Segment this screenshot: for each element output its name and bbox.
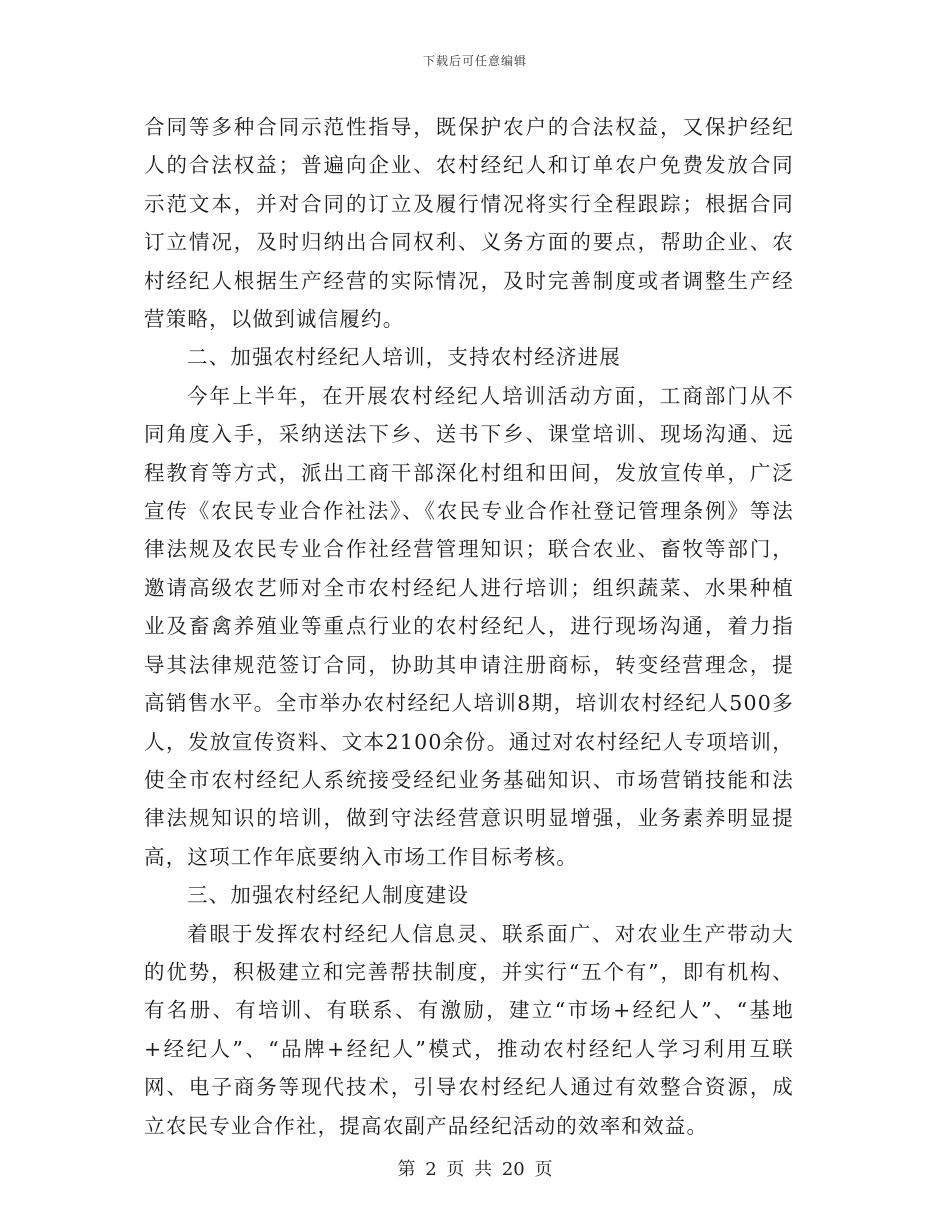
paragraph-system-building: 着眼于发挥农村经纪人信息灵、联系面广、对农业生产带动大的优势，积极建立和完善帮扶制度，并实行“五个有”，即有机构、有名册、有培训、有联系、有激励，建立“市场+经纪人”、“基地+经纪人”、“品牌+经纪人”模式，推动农村经纪人学习利用互联网、电子商务等现代技术，引导农村经纪人通过有效整合资源，成立农民专业合作社，提高农副产品经纪活动的效率和效益。: [144, 921, 794, 1138]
section-heading-training: 二、加强农村经纪人培训，支持农村经济进展: [187, 345, 621, 370]
document-body: [144, 108, 794, 1145]
paragraph-training: 今年上半年，在开展农村经纪人培训活动方面，工商部门从不同角度入手，采纳送法下乡、送书下乡、课堂培训、现场沟通、远程教育等方式，派出工商干部深化村组和田间，发放宣传单，广泛宣传《农民专业合作社法》、《农民专业合作社登记管理条例》等法律法规及农民专业合作社经营管理知识；联合农业、畜牧等部门，邀请高级农艺师对全市农村经纪人进行培训；组织蔬菜、水果种植业及畜禽养殖业等重点行业的农村经纪人，进行现场沟通，着力指导其法律规范签订合同，协助其申请注册商标，转变经营理念，提高销售水平。全市举办农村经纪人培训8期，培训农村经纪人500多人，发放宣传资料、文本2100余份。通过对农村经纪人专项培训，使全市农村经纪人系统接受经纪业务基础知识、市场营销技能和法律法规知识的培训，做到守法经营意识明显增强，业务素养明显提高，这项工作年底要纳入市场工作目标考核。: [144, 383, 794, 869]
paragraph-contract-guidance: 合同等多种合同示范性指导，既保护农户的合法权益，又保护经纪人的合法权益；普遍向企业、农村经纪人和订单农户免费发放合同示范文本，并对合同的订立及履行情况将实行全程跟踪；根据合同订立情况，及时归纳出合同权利、义务方面的要点，帮助企业、农村经纪人根据生产经营的实际情况，及时完善制度或者调整生产经营策略，以做到诚信履约。: [144, 115, 794, 332]
section-heading-system-building: 三、加强农村经纪人制度建设: [187, 883, 470, 908]
page-number-footer: 第 2 页 共 20 页: [397, 1159, 553, 1180]
page-header: 下载后可任意编辑: [422, 54, 527, 68]
